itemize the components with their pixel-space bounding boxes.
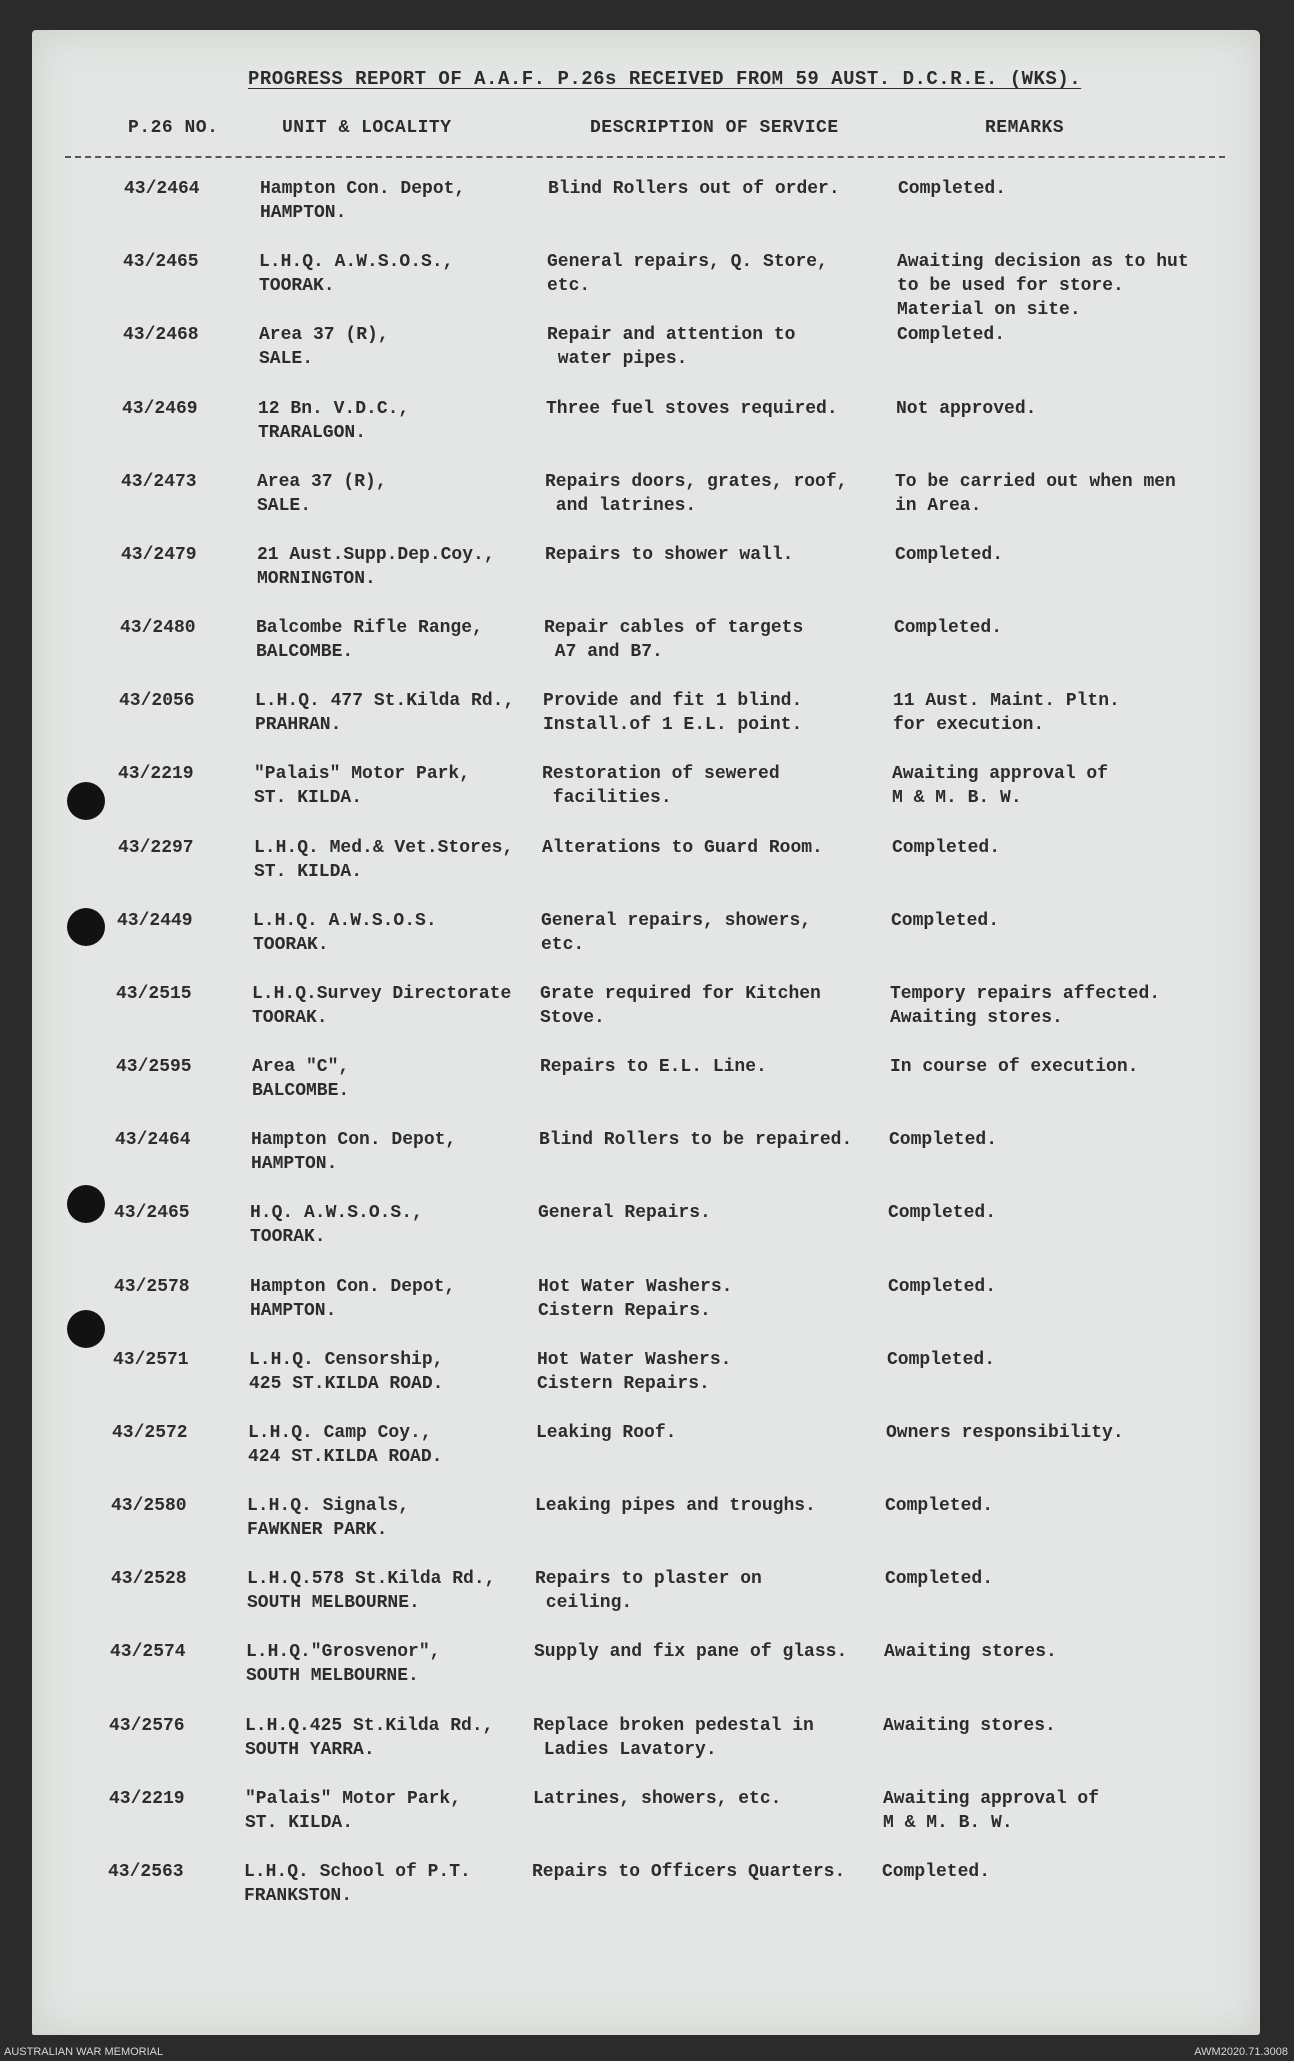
remarks: Completed. [897, 325, 1006, 345]
unit-locality: L.H.Q. Camp Coy., 424 ST.KILDA ROAD. [248, 1423, 443, 1467]
service-description: Grate required for Kitchen Stove. [540, 984, 821, 1028]
table-row [0, 323, 1294, 393]
table-row [0, 1201, 1294, 1271]
remarks: Completed. [887, 1350, 996, 1370]
service-description: Hot Water Washers. Cistern Repairs. [538, 1277, 733, 1321]
unit-locality: Hampton Con. Depot, HAMPTON. [251, 1130, 457, 1174]
p26-number: 43/2056 [119, 691, 195, 711]
p26-number: 43/2465 [123, 252, 199, 272]
p26-number: 43/2578 [114, 1277, 190, 1297]
table-row [0, 1714, 1294, 1784]
column-header-number: P.26 NO. [128, 118, 219, 138]
remarks: Awaiting approval of M & M. B. W. [883, 1789, 1100, 1833]
unit-locality: 21 Aust.Supp.Dep.Coy., MORNINGTON. [257, 545, 495, 589]
table-row [0, 1494, 1294, 1564]
service-description: Blind Rollers to be repaired. [539, 1130, 853, 1150]
remarks: In course of execution. [890, 1057, 1139, 1077]
column-header-remarks: REMARKS [985, 118, 1065, 138]
unit-locality: L.H.Q.578 St.Kilda Rd., SOUTH MELBOURNE. [247, 1569, 496, 1613]
remarks: Tempory repairs affected. Awaiting stores. [890, 984, 1161, 1028]
table-row [0, 762, 1294, 832]
unit-locality: Hampton Con. Depot, HAMPTON. [260, 179, 466, 223]
unit-locality: L.H.Q.Survey Directorate TOORAK. [252, 984, 512, 1028]
unit-locality: "Palais" Motor Park, ST. KILDA. [245, 1789, 462, 1833]
p26-number: 43/2515 [116, 984, 192, 1004]
p26-number: 43/2465 [114, 1203, 190, 1223]
service-description: Repairs to E.L. Line. [540, 1057, 767, 1077]
p26-number: 43/2219 [109, 1789, 185, 1809]
remarks: Completed. [894, 618, 1003, 638]
service-description: Three fuel stoves required. [546, 399, 838, 419]
table-row [0, 470, 1294, 540]
service-description: Blind Rollers out of order. [548, 179, 840, 199]
table-row [0, 1348, 1294, 1418]
table-row [0, 250, 1294, 320]
table-row [0, 1055, 1294, 1125]
table-row [0, 1421, 1294, 1491]
p26-number: 43/2219 [118, 764, 194, 784]
service-description: General repairs, Q. Store, etc. [547, 252, 828, 296]
p26-number: 43/2480 [120, 618, 196, 638]
remarks: Completed. [891, 911, 1000, 931]
p26-number: 43/2468 [123, 325, 199, 345]
table-row [0, 1275, 1294, 1345]
p26-number: 43/2574 [110, 1642, 186, 1662]
unit-locality: "Palais" Motor Park, ST. KILDA. [254, 764, 471, 808]
unit-locality: Hampton Con. Depot, HAMPTON. [250, 1277, 456, 1321]
service-description: Repairs doors, grates, roof, and latrines. [545, 472, 848, 516]
service-description: General Repairs. [538, 1203, 711, 1223]
unit-locality: Balcombe Rifle Range, BALCOMBE. [256, 618, 483, 662]
p26-number: 43/2528 [111, 1569, 187, 1589]
service-description: Leaking pipes and troughs. [535, 1496, 816, 1516]
table-row [0, 1567, 1294, 1637]
p26-number: 43/2580 [111, 1496, 187, 1516]
unit-locality: Area 37 (R), SALE. [257, 472, 387, 516]
remarks: Not approved. [896, 399, 1037, 419]
p26-number: 43/2572 [112, 1423, 188, 1443]
remarks: Awaiting decision as to hut to be used for store. Material on site. [897, 252, 1189, 320]
service-description: Hot Water Washers. Cistern Repairs. [537, 1350, 732, 1394]
table-row [0, 689, 1294, 759]
service-description: Replace broken pedestal in Ladies Lavatory. [533, 1716, 814, 1760]
service-description: Repairs to Officers Quarters. [532, 1862, 846, 1882]
unit-locality: L.H.Q. 477 St.Kilda Rd., PRAHRAN. [255, 691, 515, 735]
table-row [0, 543, 1294, 613]
remarks: Awaiting approval of M & M. B. W. [892, 764, 1109, 808]
table-row [0, 982, 1294, 1052]
table-row [0, 616, 1294, 686]
remarks: 11 Aust. Maint. Pltn. for execution. [893, 691, 1120, 735]
table-row [0, 397, 1294, 467]
p26-number: 43/2479 [121, 545, 197, 565]
table-row [0, 1787, 1294, 1857]
service-description: Leaking Roof. [536, 1423, 677, 1443]
remarks: Completed. [885, 1496, 994, 1516]
unit-locality: L.H.Q. A.W.S.O.S. TOORAK. [253, 911, 437, 955]
table-row [0, 1640, 1294, 1710]
unit-locality: L.H.Q. Censorship, 425 ST.KILDA ROAD. [249, 1350, 444, 1394]
service-description: Provide and fit 1 blind. Install.of 1 E.L. point. [543, 691, 803, 735]
remarks: Completed. [889, 1130, 998, 1150]
remarks: Owners responsibility. [886, 1423, 1124, 1443]
unit-locality: L.H.Q. Med.& Vet.Stores, ST. KILDA. [254, 838, 514, 882]
p26-number: 43/2464 [124, 179, 200, 199]
table-row [0, 836, 1294, 906]
remarks: To be carried out when men in Area. [895, 472, 1176, 516]
unit-locality: L.H.Q. School of P.T. FRANKSTON. [244, 1862, 471, 1906]
unit-locality: L.H.Q."Grosvenor", SOUTH MELBOURNE. [246, 1642, 441, 1686]
remarks: Completed. [895, 545, 1004, 565]
footer-credit: AUSTRALIAN WAR MEMORIAL [4, 2046, 164, 2058]
p26-number: 43/2297 [118, 838, 194, 858]
footer-reference: AWM2020.71.3008 [1194, 2046, 1288, 2058]
punch-hole [67, 782, 105, 820]
service-description: Repair and attention to water pipes. [547, 325, 796, 369]
table-row [0, 177, 1294, 247]
service-description: Repair cables of targets A7 and B7. [544, 618, 804, 662]
service-description: Restoration of sewered facilities. [542, 764, 780, 808]
unit-locality: L.H.Q. Signals, FAWKNER PARK. [247, 1496, 410, 1540]
service-description: Repairs to shower wall. [545, 545, 794, 565]
remarks: Awaiting stores. [883, 1716, 1056, 1736]
unit-locality: L.H.Q.425 St.Kilda Rd., SOUTH YARRA. [245, 1716, 494, 1760]
p26-number: 43/2469 [122, 399, 198, 419]
table-row [0, 1128, 1294, 1198]
p26-number: 43/2563 [108, 1862, 184, 1882]
table-row [0, 1860, 1294, 1930]
punch-hole [67, 1185, 105, 1223]
unit-locality: L.H.Q. A.W.S.O.S., TOORAK. [259, 252, 454, 296]
service-description: General repairs, showers, etc. [541, 911, 812, 955]
p26-number: 43/2449 [117, 911, 193, 931]
service-description: Latrines, showers, etc. [533, 1789, 782, 1809]
remarks: Completed. [888, 1277, 997, 1297]
remarks: Completed. [892, 838, 1001, 858]
p26-number: 43/2473 [121, 472, 197, 492]
remarks: Completed. [882, 1862, 991, 1882]
p26-number: 43/2576 [109, 1716, 185, 1736]
remarks: Awaiting stores. [884, 1642, 1057, 1662]
unit-locality: Area 37 (R), SALE. [259, 325, 389, 369]
column-header-description: DESCRIPTION OF SERVICE [590, 118, 839, 138]
remarks: Completed. [898, 179, 1007, 199]
report-title: PROGRESS REPORT OF A.A.F. P.26s RECEIVED FROM 59 AUST. D.C.R.E. (WKS). [248, 68, 1082, 90]
unit-locality: H.Q. A.W.S.O.S., TOORAK. [250, 1203, 423, 1247]
unit-locality: Area "C", BALCOMBE. [252, 1057, 350, 1101]
punch-hole [67, 1310, 105, 1348]
column-header-unit: UNIT & LOCALITY [282, 118, 452, 138]
table-row [0, 909, 1294, 979]
p26-number: 43/2571 [113, 1350, 189, 1370]
service-description: Supply and fix pane of glass. [534, 1642, 848, 1662]
p26-number: 43/2595 [116, 1057, 192, 1077]
punch-hole [67, 908, 105, 946]
service-description: Alterations to Guard Room. [542, 838, 823, 858]
unit-locality: 12 Bn. V.D.C., TRARALGON. [258, 399, 410, 443]
service-description: Repairs to plaster on ceiling. [535, 1569, 762, 1613]
remarks: Completed. [885, 1569, 994, 1589]
remarks: Completed. [888, 1203, 997, 1223]
p26-number: 43/2464 [115, 1130, 191, 1150]
